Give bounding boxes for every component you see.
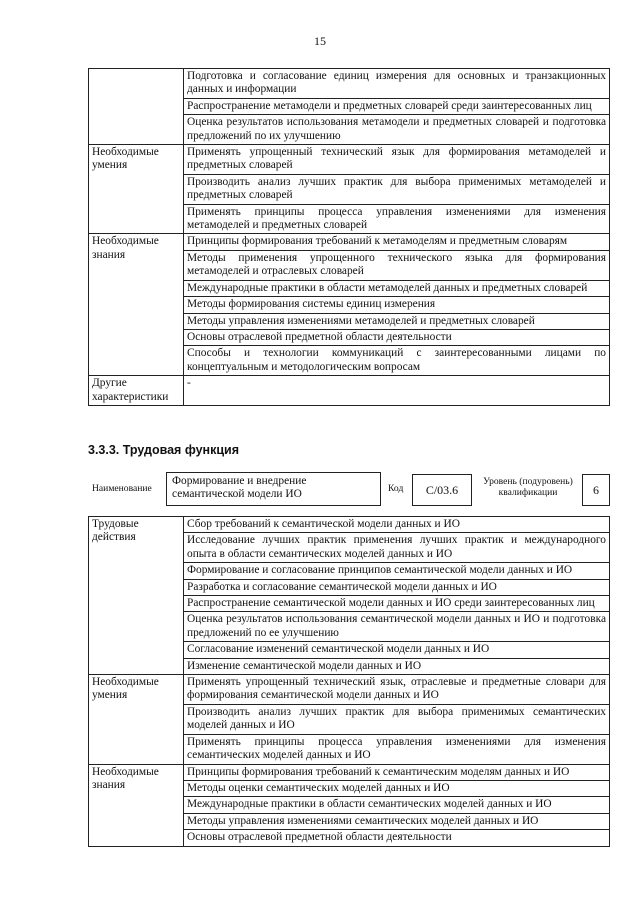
- row-label: Необходимые знания: [89, 234, 184, 376]
- competency-table-c036: [88, 516, 610, 847]
- row-item: Исследование лучших практик применения лучших практик и международного опыта в области семантических моделей данных и ИО: [184, 533, 610, 563]
- row-item: Применять упрощенный технический язык для формирования метамоделей и предметных словарей: [184, 145, 610, 175]
- name-label: Наименование: [92, 483, 152, 494]
- row-label: Необходимые знания: [89, 764, 184, 846]
- level-label: Уровень (подуровень) квалификации: [483, 476, 573, 498]
- table-row: [89, 234, 610, 250]
- code-box: [412, 474, 472, 506]
- row-label: Трудовые действия: [89, 517, 184, 675]
- row-item: -: [184, 376, 610, 406]
- code-label: Код: [388, 483, 404, 494]
- row-item: Основы отраслевой предметной области деятельности: [184, 329, 610, 345]
- function-name-box: [166, 472, 381, 506]
- row-item: Производить анализ лучших практик для выбора применимых семантических моделей данных и ИО: [184, 704, 610, 734]
- row-item: Принципы формирования требований к семантическим моделям данных и ИО: [184, 764, 610, 780]
- row-item: Международные практики в области метамоделей данных и предметных словарей: [184, 280, 610, 296]
- row-item: Сбор требований к семантической модели данных и ИО: [184, 517, 610, 533]
- row-label: Необходимые умения: [89, 675, 184, 764]
- row-item: Принципы формирования требований к метамоделям и предметным словарям: [184, 234, 610, 250]
- table-row: [89, 764, 610, 780]
- function-name-value: Формирование и внедрение семантической модели ИО: [172, 475, 307, 501]
- page-number: 15: [314, 34, 326, 48]
- table-row: [89, 517, 610, 533]
- section-heading: 3.3.3. Трудовая функция: [88, 443, 240, 457]
- table-row: [89, 376, 610, 406]
- row-item: Применять принципы процесса управления изменениями для изменения метамоделей и предметных словарей: [184, 204, 610, 234]
- row-item: Распространение семантической модели данных и ИО среди заинтересованных лиц: [184, 596, 610, 612]
- row-item: Изменение семантической модели данных и ИО: [184, 658, 610, 674]
- row-label: [89, 69, 184, 145]
- code-value: C/03.6: [425, 483, 459, 497]
- competency-table-previous: [88, 68, 610, 406]
- row-item: Распространение метамодели и предметных словарей среди заинтересованных лиц: [184, 98, 610, 114]
- row-item: Согласование изменений семантической модели данных и ИО: [184, 642, 610, 658]
- row-item: Международные практики в области семантических моделей данных и ИО: [184, 797, 610, 813]
- row-item: Методы применения упрощенного технического языка для формирования метамоделей и отраслевых словарей: [184, 250, 610, 280]
- table-row: [89, 69, 610, 99]
- row-item: Применять принципы процесса управления изменениями для изменения семантических моделей данных и ИО: [184, 734, 610, 764]
- level-box: [582, 474, 610, 506]
- table-row: [89, 145, 610, 175]
- table-row: [89, 675, 610, 705]
- row-item: Способы и технологии коммуникаций с заинтересованными лицами по концептуальным и методологическим вопросам: [184, 346, 610, 376]
- row-item: Методы формирования системы единиц измерения: [184, 297, 610, 313]
- row-item: Подготовка и согласование единиц измерения для основных и транзакционных данных и информации: [184, 69, 610, 99]
- row-item: Формирование и согласование принципов семантической модели данных и ИО: [184, 563, 610, 579]
- row-item: Методы управления изменениями метамоделей и предметных словарей: [184, 313, 610, 329]
- row-item: Производить анализ лучших практик для выбора применимых метамоделей и предметных словарей: [184, 174, 610, 204]
- level-value: 6: [593, 483, 599, 497]
- row-item: Оценка результатов использования семантической модели данных и ИО и подготовка предложений по ее улучшению: [184, 612, 610, 642]
- row-label: Другие характеристики: [89, 376, 184, 406]
- row-item: Разработка и согласование семантической модели данных и ИО: [184, 579, 610, 595]
- row-item: Применять упрощенный технический язык, отраслевые и предметные словари для формирования семантической модели данных и ИО: [184, 675, 610, 705]
- row-item: Методы управления изменениями семантических моделей данных и ИО: [184, 813, 610, 829]
- row-item: Методы оценки семантических моделей данных и ИО: [184, 780, 610, 796]
- row-label: Необходимые умения: [89, 145, 184, 234]
- row-item: Основы отраслевой предметной области деятельности: [184, 830, 610, 846]
- row-item: Оценка результатов использования метамодели и предметных словарей и подготовка предложений по их улучшению: [184, 115, 610, 145]
